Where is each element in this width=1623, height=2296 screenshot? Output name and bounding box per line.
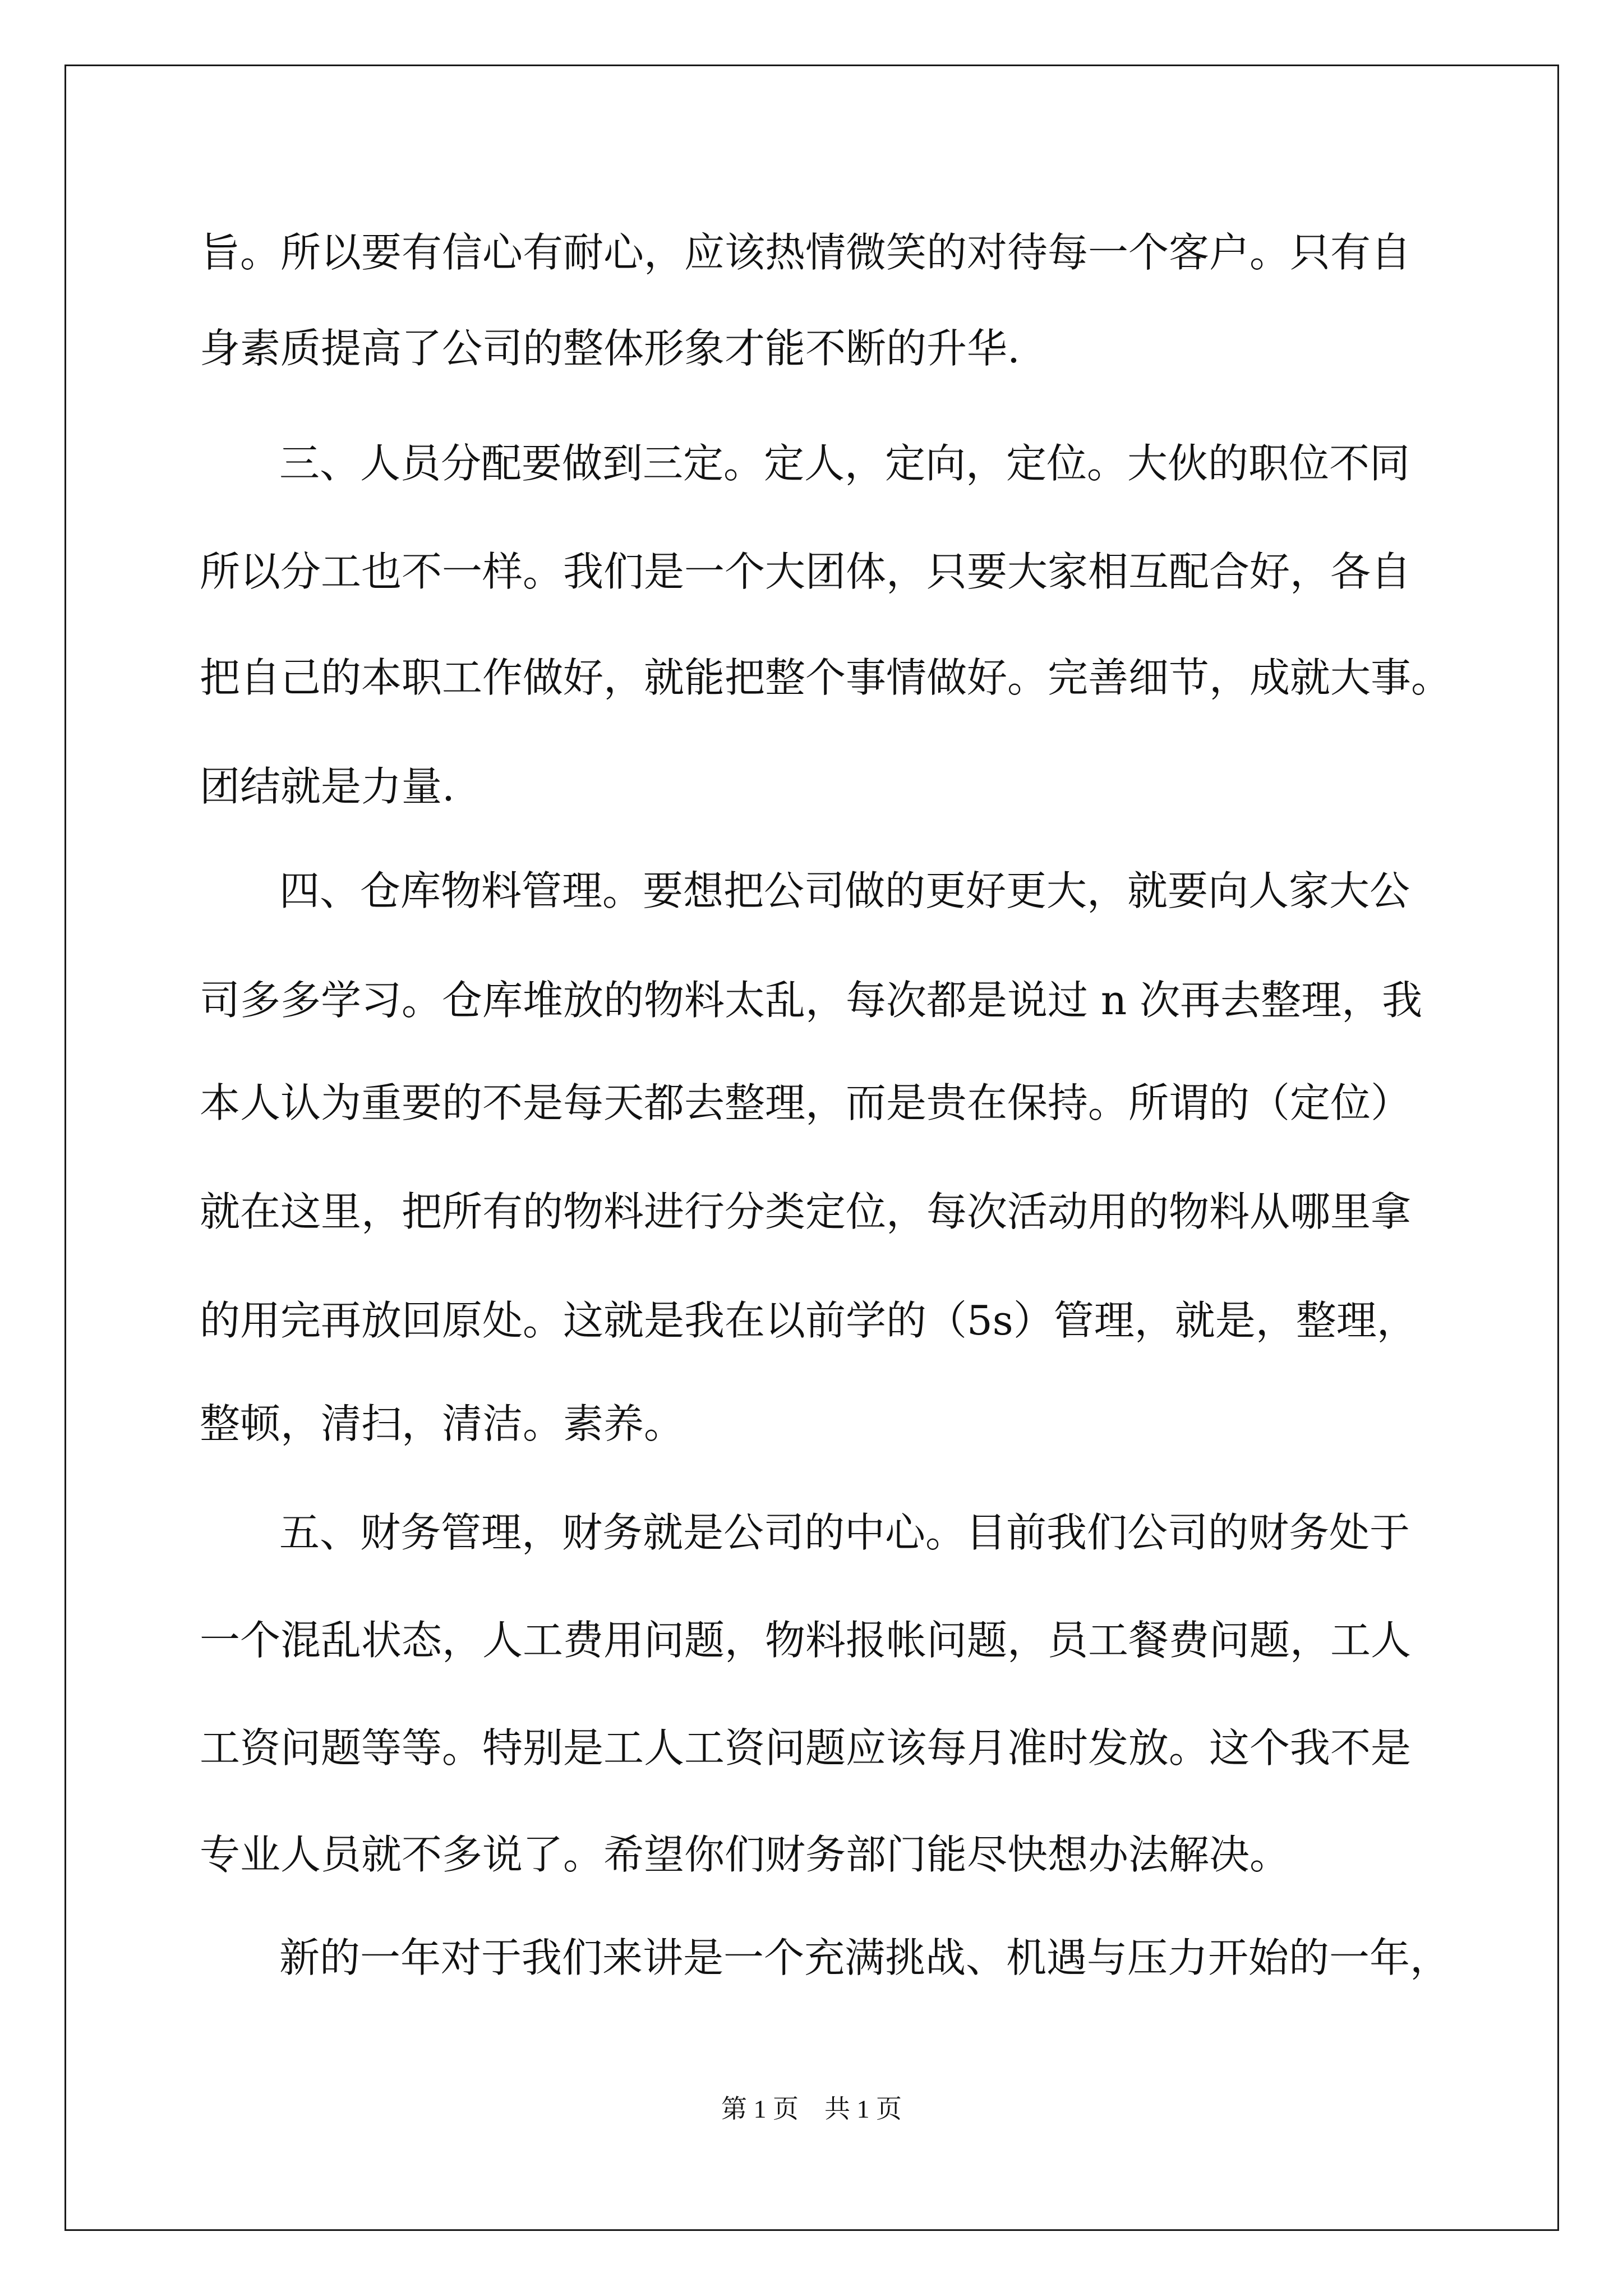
page-number-footer: 第 1 页 共 1 页: [721, 2095, 902, 2123]
text-line: 把自己的本职工作做好，就能把整个事情做好。完善细节，成就大事。: [200, 654, 1452, 701]
text-line: 所以分工也不一样。我们是一个大团体，只要大家相互配合好，各自: [200, 548, 1412, 595]
text-line: 本人认为重要的不是每天都去整理，而是贵在保持。所谓的（定位）: [200, 1079, 1412, 1126]
paragraph-start-line: 三、人员分配要做到三定。定人，定向，定位。大伙的职位不同: [279, 440, 1410, 487]
page-border: [64, 65, 1559, 2231]
paragraph-start-line: 四、仓库物料管理。要想把公司做的更好更大，就要向人家大公: [279, 867, 1410, 914]
text-line: 整顿，清扫，清洁。素养。: [200, 1400, 685, 1447]
text-line: 司多多学习。仓库堆放的物料太乱，每次都是说过 n 次再去整理，我: [200, 977, 1423, 1024]
paragraph-start-line: 五、财务管理，财务就是公司的中心。目前我们公司的财务处于: [279, 1509, 1410, 1556]
text-line: 就在这里，把所有的物料进行分类定位，每次活动用的物料从哪里拿: [200, 1188, 1412, 1235]
text-line: 旨。所以要有信心有耐心，应该热情微笑的对待每一个客户。只有自: [200, 229, 1412, 276]
text-line: 身素质提高了公司的整体形象才能不断的升华.: [200, 325, 1020, 372]
paragraph-start-line: 新的一年对于我们来讲是一个充满挑战、机遇与压力开始的一年，: [279, 1934, 1451, 1981]
text-line: 专业人员就不多说了。希望你们财务部门能尽快想办法解决。: [200, 1831, 1290, 1878]
text-line: 工资问题等等。特别是工人工资问题应该每月准时发放。这个我不是: [200, 1724, 1412, 1772]
text-line: 的用完再放回原处。这就是我在以前学的（5s）管理，就是，整理，: [200, 1297, 1417, 1344]
text-line: 一个混乱状态，人工费用问题，物料报帐问题，员工餐费问题，工人: [200, 1617, 1412, 1664]
text-line: 团结就是力量.: [200, 763, 455, 810]
